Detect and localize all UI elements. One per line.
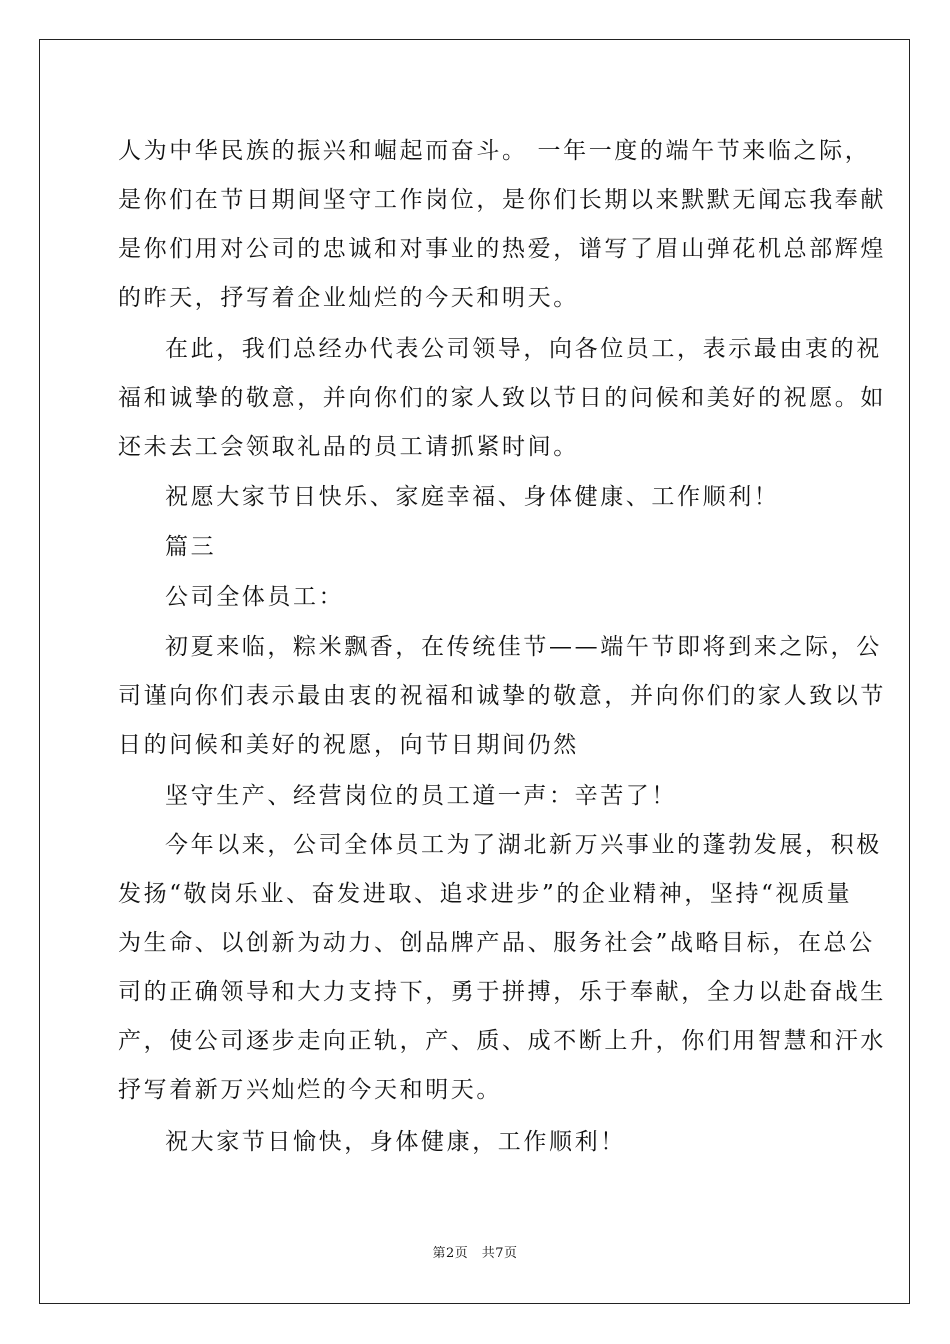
text-line: 今年以来，公司全体员工为了湖北新万兴事业的蓬勃发展，积极 [165, 832, 882, 858]
text-line: 抒写着新万兴灿烂的今天和明天。 [118, 1077, 502, 1103]
text-line: 司谨向你们表示最由衷的祝福和诚挚的敬意，并向你们的家人致以节 [118, 683, 886, 709]
text-line: 在此，我们总经办代表公司领导，向各位员工，表示最由衷的祝 [165, 336, 882, 362]
text-line: 为生命、以创新为动力、创品牌产品、服务社会”战略目标，在总公 [118, 930, 875, 956]
page-border [39, 39, 910, 1304]
text-line: 还未去工会领取礼品的员工请抓紧时间。 [118, 434, 579, 460]
salutation: 公司全体员工： [165, 584, 345, 610]
text-line: 祝愿大家节日快乐、家庭幸福、身体健康、工作顺利！ [165, 484, 780, 510]
text-line: 初夏来临，粽米飘香，在传统佳节——端午节即将到来之际，公 [165, 634, 882, 660]
text-line: 的昨天，抒写着企业灿烂的今天和明天。 [118, 285, 579, 311]
text-line: 是你们用对公司的忠诚和对事业的热爱，谱写了眉山弹花机总部辉煌 [118, 236, 886, 262]
text-line: 产，使公司逐步走向正轨，产、质、成不断上升，你们用智慧和汗水 [118, 1028, 886, 1054]
text-line: 是你们在节日期间坚守工作岗位，是你们长期以来默默无闻忘我奉献 [118, 187, 886, 213]
text-line: 坚守生产、经营岗位的员工道一声：辛苦了！ [165, 783, 677, 809]
text-line: 祝大家节日愉快，身体健康，工作顺利！ [165, 1129, 626, 1155]
text-line: 人为中华民族的振兴和崛起而奋斗。 一年一度的端午节来临之际， [118, 138, 871, 164]
text-line: 司的正确领导和大力支持下，勇于拼搏，乐于奉献，全力以赴奋战生 [118, 979, 886, 1005]
page-number: 第2页 共7页 [432, 1246, 518, 1261]
text-line: 福和诚挚的敬意，并向你们的家人致以节日的问候和美好的祝愿。如 [118, 385, 886, 411]
text-line: 日的问候和美好的祝愿，向节日期间仍然 [118, 732, 579, 758]
section-heading: 篇三 [165, 534, 217, 560]
text-line: 发扬“敬岗乐业、奋发进取、追求进步”的企业精神，坚持“视质量 [118, 881, 853, 907]
